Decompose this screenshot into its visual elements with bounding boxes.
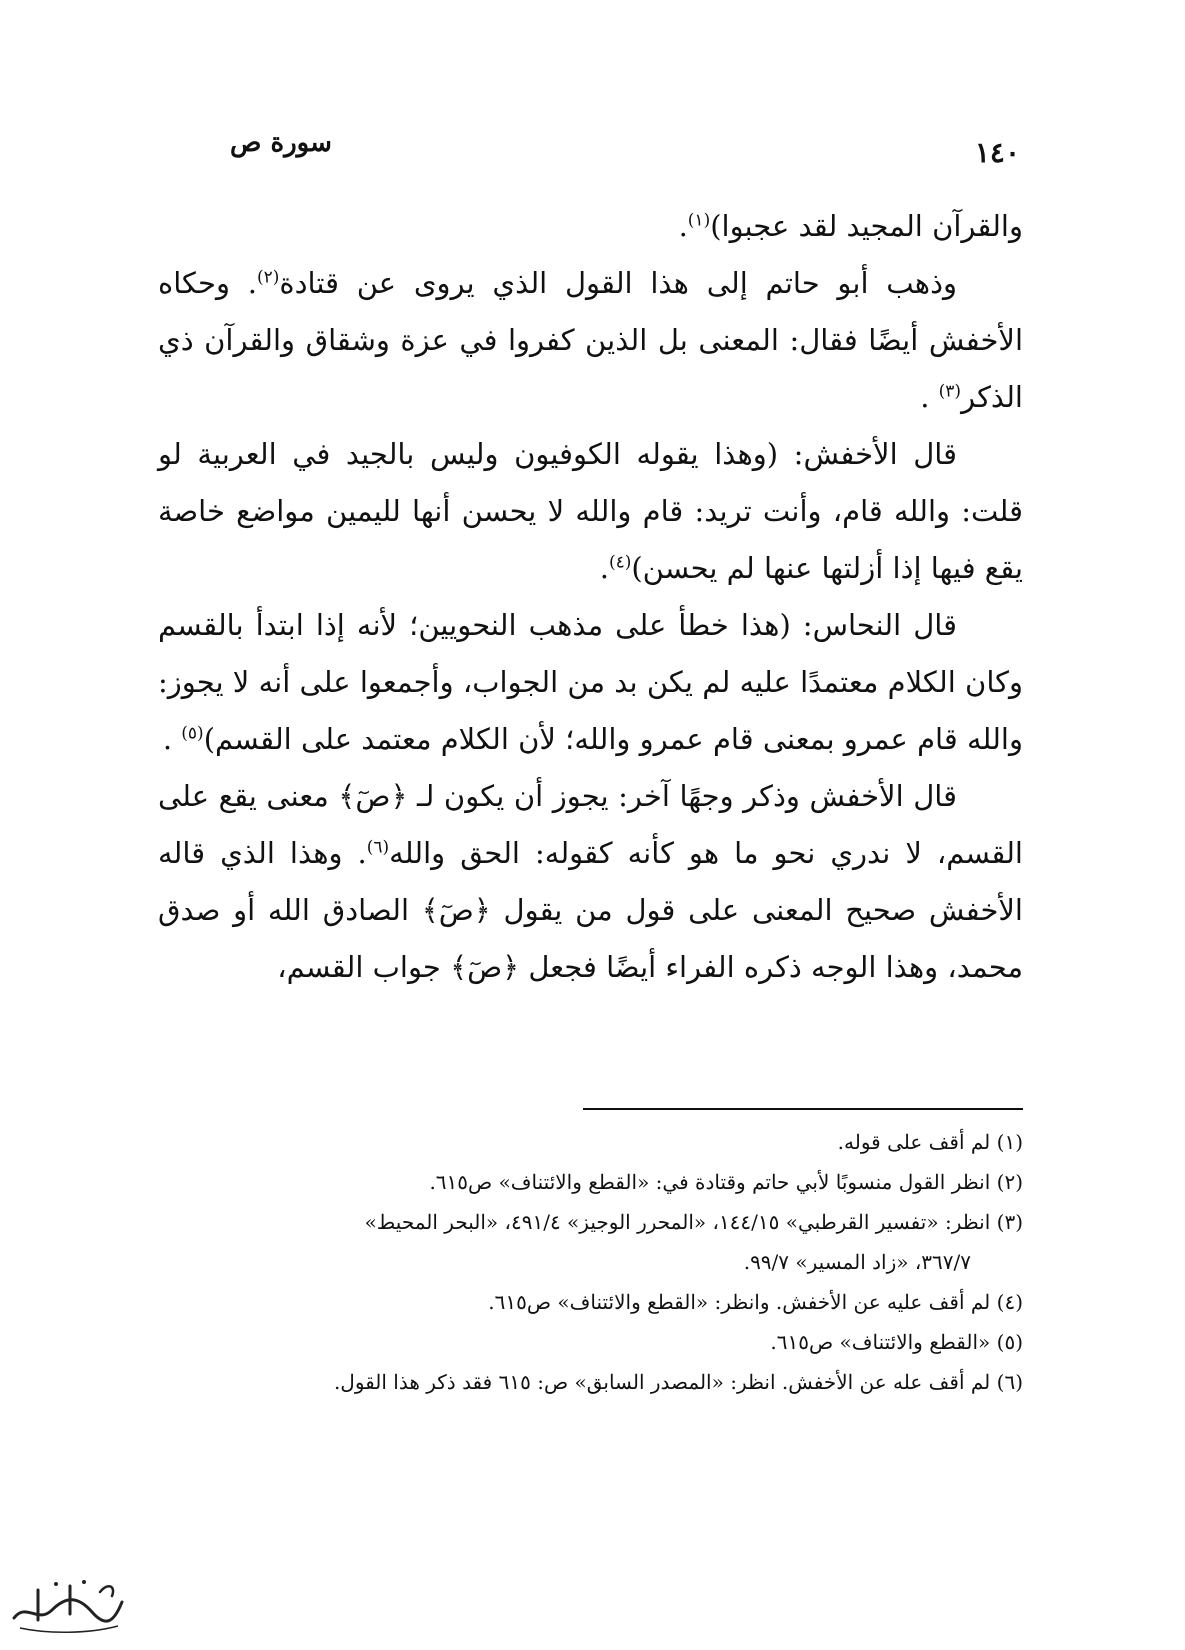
footnotes xyxy=(140,1122,1023,1402)
main-text xyxy=(158,198,1023,996)
footnote-ref-1: (١) xyxy=(687,210,711,231)
surah-title: سورة ص xyxy=(230,128,332,158)
footnote-number: (٥) xyxy=(996,1330,1023,1354)
paragraph-2: وذهب أبو حاتم إلى هذا القول الذي يروى عن قتادة$^{(٢)}$. وحكاه الأخفش أيضًا فقال: المعنى بل الذين كفروا في عزة وشقاق والقرآن ذي الذكر$^{(٣)}$ . xyxy=(158,266,1023,414)
footnote-text: لم أقف عله عن الأخفش. انظر: «المصدر السابق» ص: ٦١٥ فقد ذكر هذا القول. xyxy=(333,1370,991,1394)
page-header xyxy=(230,128,1020,178)
footnote-1 xyxy=(140,1122,1023,1162)
calligraphy-logo-icon xyxy=(8,1572,128,1636)
footnote-ref-3: (٣) xyxy=(938,381,962,402)
footnote-text: «القطع والائتناف» ص٦١٥. xyxy=(770,1330,991,1354)
footnote-text-continued: ٣٦٧/٧، «زاد المسير» ٩٩/٧. xyxy=(743,1250,971,1274)
footnote-number: (١) xyxy=(996,1130,1023,1154)
paragraph-4: قال النحاس: (هذا خطأ على مذهب النحويين؛ لأنه إذا ابتدأ بالقسم وكان الكلام معتمدًا عليه لم يكن بد من الجواب، وأجمعوا على أنه لا يجوز: والله قام عمرو بمعنى قام عمرو والله؛ لأن الكلام معتمد على القسم)$^{(٥)}$ . xyxy=(158,608,1023,756)
page-number: ١٤٠ xyxy=(974,136,1020,169)
footnote-text: انظر: «تفسير القرطبي» ١٤٤/١٥، «المحرر الوجيز» ٤٩١/٤، «البحر المحيط» xyxy=(364,1210,991,1234)
footnote-text: لم أقف عليه عن الأخفش. وانظر: «القطع والائتناف» ص٦١٥. xyxy=(488,1290,991,1314)
footnote-ref-6: (٦) xyxy=(366,837,390,858)
footnote-divider xyxy=(583,1108,1023,1110)
footnote-text: انظر القول منسوبًا لأبي حاتم وقتادة في: «القطع والائتناف» ص٦١٥. xyxy=(429,1170,991,1194)
footnote-number: (٢) xyxy=(996,1170,1023,1194)
footnote-ref-5: (٥) xyxy=(181,723,204,744)
footnote-6 xyxy=(140,1362,1023,1402)
footnote-5 xyxy=(140,1322,1023,1362)
footnote-2 xyxy=(140,1162,1023,1202)
footnote-number: (٣) xyxy=(996,1210,1023,1234)
footnote-number: (٦) xyxy=(996,1370,1023,1394)
footnote-text: لم أقف على قوله. xyxy=(837,1130,991,1154)
paragraph-5: قال الأخفش وذكر وجهًا آخر: يجوز أن يكون لـ ﴿صٓ﴾ معنى يقع على القسم، لا ندري نحو ما هو كأنه كقوله: الحق والله$^{(٦)}$. وهذا الذي قاله الأخفش صحيح المعنى على قول من يقول ﴿صٓ﴾ الصادق الله أو صدق محمد، وهذا الوجه ذكره الفراء أيضًا فجعل ﴿صٓ﴾ جواب القسم، xyxy=(158,779,1023,984)
footnote-ref-2: (٢) xyxy=(256,267,280,288)
footnote-3 xyxy=(140,1202,1023,1282)
footnote-4 xyxy=(140,1282,1023,1322)
footnote-number: (٤) xyxy=(996,1290,1023,1314)
paragraph-3: قال الأخفش: (وهذا يقوله الكوفيون وليس بالجيد في العربية لو قلت: والله قام، وأنت تريد: قام والله لا يحسن أنها لليمين مواضع خاصة يقع فيها إذا أزلتها عنها لم يحسن)$^{(٤)}$. xyxy=(158,437,1023,585)
footnote-ref-4: (٤) xyxy=(608,552,632,573)
paragraph-1: والقرآن المجيد لقد عجبوا)$^{(١)}$. xyxy=(678,209,1023,243)
